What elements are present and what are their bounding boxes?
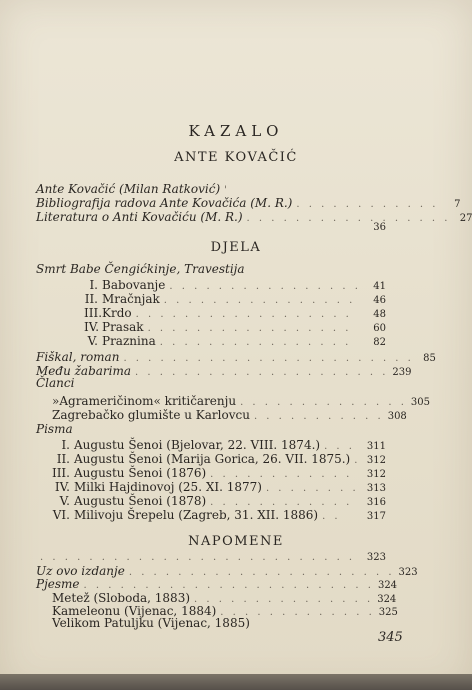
leader-dots: . . . . . . . . . . . . — [210, 497, 353, 508]
entry-page: 311 — [366, 441, 386, 452]
chapter-number: IV. — [84, 320, 100, 334]
leader-dots: . . . . . . . . . . . . . . . . . — [147, 323, 352, 334]
section-heading-ante-kovacic: ANTE KOVAČIĆ — [174, 150, 298, 165]
letter-title: Milivoju Šrepelu (Zagreb, 31. XII. 1886) — [74, 508, 319, 522]
entry-text: Metež (Sloboda, 1883) — [52, 591, 191, 605]
toc-entry — [36, 551, 386, 565]
entry-page: 312 — [366, 469, 386, 480]
entry-page: 82 — [373, 337, 386, 348]
chapter-text — [84, 292, 160, 306]
entry-text: Velikom Patuljku (Vijenac, 1885) — [52, 616, 250, 630]
entry-text: Fiškal, roman — [36, 350, 120, 364]
entry-page: 316 — [366, 497, 386, 508]
chapter-entry — [84, 334, 386, 350]
letter-title: Augustu Šenoi (1878) — [74, 494, 207, 508]
entry-page: 36 — [373, 222, 386, 233]
leader-dots: . . . . . . . . . . . . . . . . . . . . . . . . — [123, 353, 414, 364]
leader-dots: . . . . . . . . . . . . — [210, 469, 353, 480]
chapter-number: III. — [84, 306, 103, 320]
leader-dots: . . . . . . . . . . . . — [296, 199, 439, 210]
chapter-title: Prasak — [102, 320, 144, 334]
letter-text — [36, 480, 262, 494]
page-number: 345 — [378, 630, 403, 645]
chapter-number: V. — [87, 334, 98, 348]
letter-number: V. — [59, 494, 70, 508]
letter-number: II. — [56, 452, 70, 466]
entry-page: 27 — [459, 213, 472, 224]
letter-title: Milki Hajdinovoj (25. XI. 1877) — [74, 480, 262, 494]
letter-number: IV. — [54, 480, 70, 494]
letter-number: I. — [61, 438, 70, 452]
entry-page: 324 — [377, 594, 397, 605]
entry-page: 312 — [366, 455, 386, 466]
entry-text: Kameleonu (Vijenac, 1884) — [52, 604, 217, 618]
entry-page: 239 — [392, 367, 412, 378]
entry-page: 48 — [373, 309, 386, 320]
letter-text — [36, 494, 206, 508]
leader-dots: . — [354, 455, 361, 466]
leader-dots: . . . . . . . . . . . . . . . — [194, 594, 374, 605]
entry-page: 325 — [378, 607, 398, 618]
leader-dots: . . . . . . . . . . . . . . — [240, 397, 407, 408]
letter-title: Augustu Šenoi (Marija Gorica, 26. VII. 1875.) — [74, 452, 351, 466]
entry-page: 60 — [373, 323, 386, 334]
leader-dots: . . . . . . . . . . . . . . . . — [169, 281, 361, 292]
toc-entry-medju-zabarima — [36, 364, 412, 380]
chapter-title: Mračnjak — [102, 292, 160, 306]
leader-dots: . . . . . . . . . . . . . . . . . . — [135, 309, 352, 320]
entry-page: 305 — [410, 397, 430, 408]
toc-entry — [36, 221, 386, 235]
entry-page: 317 — [366, 511, 386, 522]
chapter-text — [84, 334, 156, 348]
chapter-title: Praznina — [102, 334, 156, 348]
chapter-text — [84, 278, 165, 292]
letter-text — [36, 508, 318, 522]
leader-dots: . . . . . . . . . . . . . . . . . . . . . . . . . . — [40, 552, 356, 563]
entry-text: Bibliografija radova Ante Kovačića (M. R.) — [36, 196, 293, 210]
pisma-label: Pisma — [36, 422, 73, 436]
entry-page: 308 — [387, 411, 407, 422]
leader-dots: . . — [322, 511, 341, 522]
leader-dots: ' — [224, 185, 230, 196]
page-title: KAZALO — [188, 122, 284, 140]
poem-entry — [52, 616, 386, 630]
letter-number: VI. — [52, 508, 70, 522]
letter-entry — [36, 508, 386, 524]
entry-page: 7 — [454, 199, 461, 210]
leader-dots: . . . . . . . . . . . . . . . . . . . . . . . . — [83, 580, 374, 591]
work-title-text: Smrt Babe Čengićkinje, Travestija — [36, 262, 245, 276]
entry-page: 41 — [373, 281, 386, 292]
entry-page: 323 — [366, 552, 386, 563]
chapter-text — [84, 306, 132, 320]
leader-dots: . . . . . . . . . . . . . . . . . . . . . — [135, 367, 389, 378]
entry-page: 313 — [366, 483, 386, 494]
chapter-number: II. — [84, 292, 98, 306]
letter-text — [36, 452, 350, 466]
entry-text: Uz ovo izdanje — [36, 564, 125, 578]
entry-text: Ante Kovačić (Milan Ratković) — [36, 182, 221, 196]
entry-text: Među žabarima — [36, 364, 132, 378]
leader-dots: . . . . . . . . . . . . . . . . — [163, 295, 356, 306]
entry-page: 324 — [377, 580, 398, 591]
letter-text — [36, 438, 320, 452]
leader-dots: . . . . . . . . . . . . . . . . . — [246, 213, 451, 224]
letter-text — [36, 466, 206, 480]
section-heading-napomene: NAPOMENE — [188, 534, 284, 549]
entry-text: »Agrameričinom« kritičarenju — [52, 394, 237, 408]
chapter-title: Babovanje — [102, 278, 166, 292]
entry-page: 323 — [398, 567, 418, 578]
letter-title: Augustu Šenoi (Bjelovar, 22. VIII. 1874.) — [74, 438, 321, 452]
leader-dots: . . . . . . . . — [265, 483, 359, 494]
clanci-label: Članci — [36, 376, 75, 390]
leader-dots: . . . — [324, 441, 355, 452]
entry-text: Pjesme — [36, 577, 80, 591]
letter-title: Augustu Šenoi (1876) — [74, 466, 207, 480]
entry-text: Literatura o Anti Kovačiću (M. R.) — [36, 210, 243, 224]
chapter-number: I. — [89, 278, 98, 292]
work-title — [36, 262, 245, 276]
leader-dots: . . . . . . . . . . . . . . . . — [159, 337, 352, 348]
leader-dots: . . . . . . . . . . . . . . . . . . . . . . — [128, 567, 395, 578]
letter-number: III. — [51, 466, 70, 480]
entry-text: Zagrebačko glumište u Karlovcu — [52, 408, 250, 422]
page-bottom-edge — [0, 674, 472, 690]
chapter-text — [84, 320, 144, 334]
entry-page: 46 — [373, 295, 386, 306]
section-heading-djela: DJELA — [210, 240, 262, 255]
entry-page: 85 — [423, 353, 436, 364]
leader-dots: . . . . . . . . . . . — [253, 411, 384, 422]
chapter-title: Krdo — [102, 306, 132, 320]
article-entry — [52, 408, 407, 424]
leader-dots: . . . . . . . . . . . . . — [220, 607, 375, 618]
